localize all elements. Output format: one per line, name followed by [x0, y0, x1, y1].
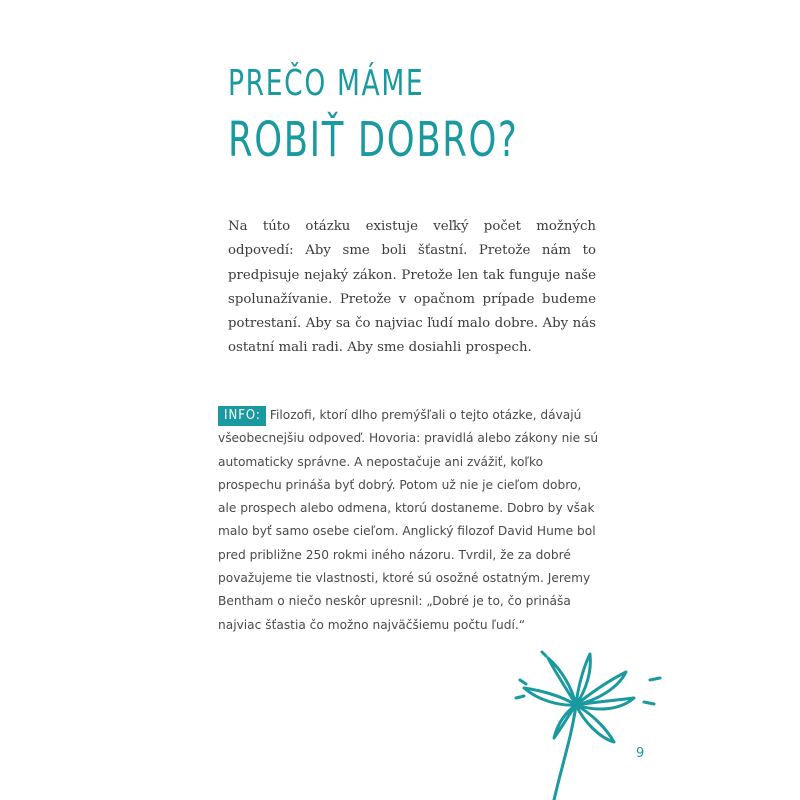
title-line-1: PREČO MÁME [228, 63, 425, 104]
info-badge: INFO: [218, 406, 266, 426]
page-number: 9 [636, 746, 645, 761]
info-box [218, 404, 602, 637]
page-title [228, 63, 582, 168]
title-line-2: ROBIŤ DOBRO? [228, 112, 519, 168]
flower-illustration [510, 650, 670, 800]
info-text: Filozofi, ktorí dlho premýšľali o tejto otázke, dávajú všeobecnejšiu odpoveď. Hovoria: pravidlá alebo zákony nie sú automaticky správne. A nepostačuje ani zvážiť, koľko prospechu prináša byť dobrý. Potom už nie je cieľom dobro, ale prospech alebo odmena, ktorú dostaneme. Dobro by však malo byť samo osebe cieľom. Anglický filozof David Hume bol pred približne 250 rokmi iného názoru. Tvrdil, že za dobré považujeme tie vlastnosti, ktoré sú osožné ostatným. Jeremy Bentham o niečo neskôr upresnil: „Dobré je to, čo prináša najviac šťastia čo možno najväčšiemu počtu ľudí.“ [218, 408, 599, 632]
intro-paragraph: Na túto otázku existuje veľký počet možných odpovedí: Aby sme boli šťastní. Pretože nám to predpisuje nejaký zákon. Pretože len tak funguje naše spolunažívanie. Pretože v opačnom prípade budeme potrestaní. Aby sa čo najviac ľudí malo dobre. Aby nás ostatní mali radi. Aby sme dosiahli prospech. [228, 219, 596, 356]
